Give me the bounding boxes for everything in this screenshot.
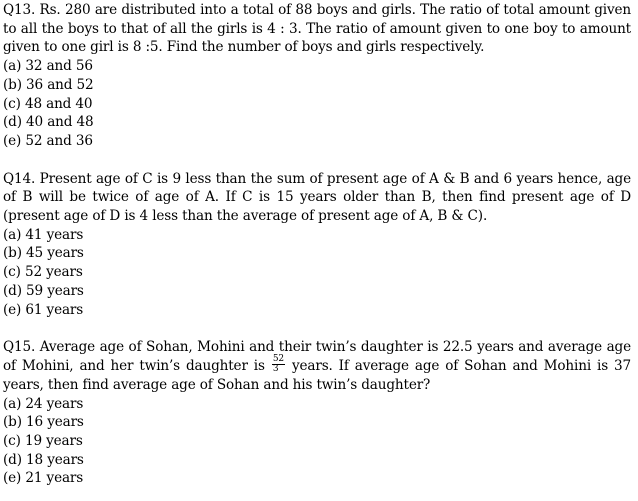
- question-15-option-d: (d) 18 years: [3, 451, 84, 468]
- question-14-option-c: (c) 52 years: [3, 264, 83, 281]
- question-15-text-after: years. If average age of Sohan and Mohini is 37 years, then find average age of Sohan and his twin’s daughter?: [3, 357, 632, 393]
- question-13-option-c: (c) 48 and 40: [3, 95, 93, 112]
- question-14-option-b: (b) 45 years: [3, 245, 84, 262]
- question-15-text: [3, 338, 631, 394]
- question-15-option-e: (e) 21 years: [3, 470, 84, 487]
- question-14-option-a: (a) 41 years: [3, 226, 84, 243]
- question-13-text: Q13. Rs. 280 are distributed into a total of 88 boys and girls. The ratio of total amount given to all the boys to that of all the girls is 4 : 3. The ratio of amount given to one boy to amount given to one girl is 8 :5. Find the number of boys and girls respectively.: [3, 2, 631, 56]
- question-14: [3, 170, 631, 320]
- question-15-option-c: (c) 19 years: [3, 433, 83, 450]
- question-spacer: [3, 151, 631, 170]
- fraction-denominator: 3: [272, 363, 279, 374]
- question-sheet: [3, 1, 631, 488]
- question-13-option-b: (b) 36 and 52: [3, 76, 94, 93]
- question-15-option-a: (a) 24 years: [3, 395, 84, 412]
- question-14-text: Q14. Present age of C is 9 less than the sum of present age of A & B and 6 years hence, age of B will be twice of age of A. If C is 15 years older than B, then find present age of D (present age of D is 4 less than the average of present age of A, B & C).: [3, 170, 631, 225]
- question-13: [3, 1, 631, 151]
- fraction: [272, 355, 285, 374]
- question-15-option-b: (b) 16 years: [3, 414, 84, 431]
- question-14-option-d: (d) 59 years: [3, 282, 84, 299]
- fraction-numerator: 52: [272, 353, 284, 364]
- question-14-option-e: (e) 61 years: [3, 301, 84, 318]
- question-13-option-a: (a) 32 and 56: [3, 58, 93, 75]
- question-13-option-d: (d) 40 and 48: [3, 114, 94, 131]
- question-15-text-before: Q15. Average age of Sohan, Mohini and their twin’s daughter is 22.5 years and average age of Mohini, and her twin’s daughter is: [3, 339, 631, 374]
- question-spacer: [3, 319, 631, 338]
- question-13-option-e: (e) 52 and 36: [3, 132, 93, 149]
- question-15: [3, 338, 631, 488]
